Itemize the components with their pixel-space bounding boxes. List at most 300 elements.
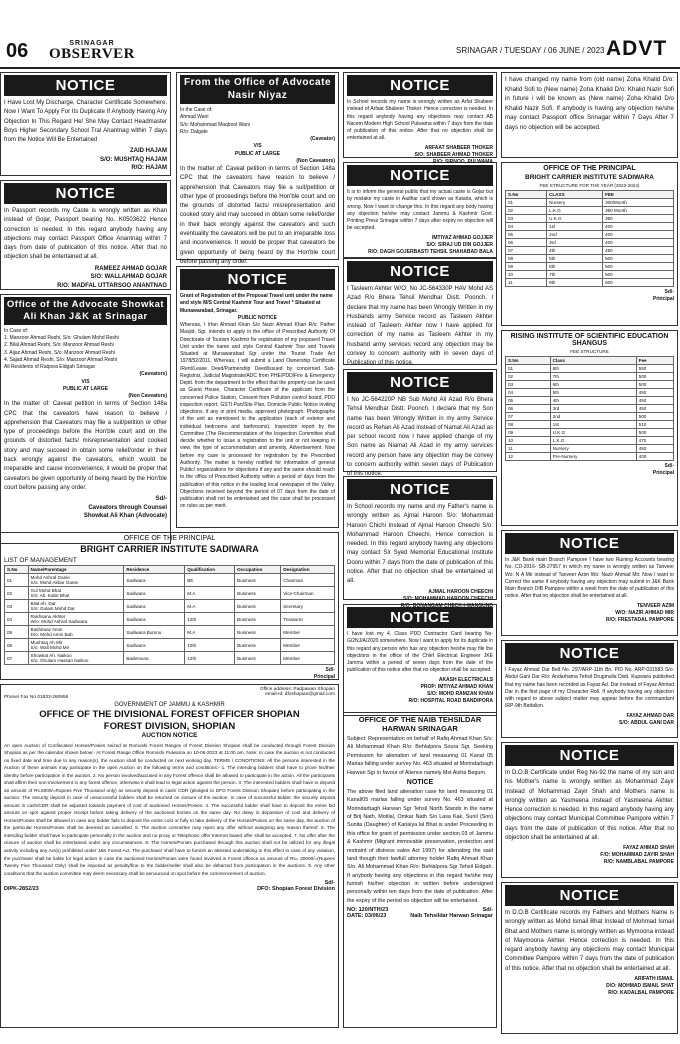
mgmt-sub: BRIGHT CARRIER INSTITUTE SADIWARA: [80, 544, 259, 554]
masthead-logo: [46, 40, 138, 62]
table-cell: 500: [636, 428, 673, 436]
table-row: [506, 420, 674, 428]
notice-passport-caste: [0, 180, 171, 290]
fee-caption: FEE STRUCTURE: [570, 349, 609, 354]
notice-bank-account: [501, 530, 678, 636]
table-cell: 09: [506, 262, 547, 270]
table-cell: 06: [5, 639, 29, 652]
table-cell: U.K.G: [550, 428, 636, 436]
table-cell: 450: [603, 246, 674, 254]
table-cell: 01: [506, 198, 547, 206]
phone-fax: Phone/ Fax No 01933-260956: [4, 695, 69, 700]
sign-line: R/O: MADFAL UTTARSOO ANANTNAG: [57, 282, 167, 289]
table-cell: 10th: [185, 639, 235, 652]
forest-box: [0, 684, 339, 1028]
fee-head: OFFICE OF THE PRINCIPAL: [543, 165, 636, 172]
sign-line: FAYAZ AHMAD DAR: [626, 712, 674, 719]
table-cell: L.K.G: [547, 206, 603, 214]
vs-label: V/S: [81, 378, 90, 385]
table-cell: Nursery: [547, 198, 603, 206]
notice-title: NOTICE: [4, 183, 167, 204]
sign-line: AKASH ELECTRICALS: [438, 676, 493, 683]
column-header: Residence: [124, 566, 185, 574]
sign-line: FAYAZ AHMAD SHAH: [623, 845, 674, 852]
sign-line: S/O: MOHD RAMZAN KHAN: [427, 690, 493, 697]
dfo-sign: [257, 880, 335, 892]
caveat-nasir-niyaz: [176, 72, 339, 265]
fee-signature: [505, 463, 674, 477]
fee-head: RISING INSTITUTE OF SCIENTIFIC EDUCATION SHANGUS: [510, 333, 669, 347]
auction-body: An open Auction of Confiscated Horses/Ponies seized at Romoshi Forest Ranges of Forest Division Shopian shall be conducted through Forest Division Shopian as per the calendar shown below:- At Forest Range Office Romoshi Pulwama on 10-06-2023 at 11:00 am. Note: In case the auction is not conducted on fixed date and time due to any reason(s), the Auction shall be conducted on next working day. TERMS / CONDITIONS: All the persons interested in the Auction of these animals may participate in the open Auction on the following terms and conditions:- 1. The intending bidders shall have to prove his/their identity before participation in the auction. 2. No person involved/accused in any Forest offence shall be allowed to participate in the action. All the participants shall affirm their non-involvement in any forest offence, otherwise it shall lead to legal action against the person. 3. The interested bidders shall have to deposit an amount of Rs.5000/=Rupees Five Thousand only) as security deposit in cash/ CDR (pledged to DFO Forest Division Shopian) before participating in the auction. The security deposit in case of unsuccessful bidders shall be returned on closure of the auction. In case of successful bidder, the security deposit amount in cash/CDR shall be adjusted towards payment of cost of auctioned Horses/Ponies. 4. The successful bidder shall have to deposit the entire bid amount on spot against proper receipt before taking delivery of the auctioned horses on the same day. No delay in deposition of cost and delivery of Horses/Ponies shall be allowed in case any bidder fails to deposit the entire cost or fully to take delivery of the Horses/Ponies on the same day, the auction of the particular Horses/Ponies shall be deemed as cancelled. 5. The auction committee may reject any offer without assigning any reason thereof. 6. The intending bidder shall have to participate personally in the auction and no proxy or Telephonic offer Internet based offer shall be accepted. 7. No offer after the closure of auction shall be entertained under any circumstances. 8. The Horses/Ponies purchased through this auction shall not be utilized for any illegal activity including any Act(s) prohibited under J&K Forest Act. The purchaser shall have to furnish an attested undertaking to this effect in case of any violation, the purchaser shall be liable for legal action in case the auctioned Horses/Ponies were found involved in Forest offence an amount of Rs= 20000/=(Rupees Twenty Five Thousand Only) shall be imposed as penalty/fine to the bidder/seller shall also be debarred from participation in the auctions. 9. Any other conditions that the auction committee may deem necessary shall be announced on spot before the commencement of auction.: [4, 742, 335, 876]
table-cell: 3rd: [547, 238, 603, 246]
ref-number: NO: 120/NTH/23: [347, 907, 389, 914]
table-cell: 11: [506, 278, 547, 286]
table-cell: Secretary: [281, 600, 335, 613]
table-cell: Sadiwara: [124, 613, 185, 626]
table-cell: Vice-Chairman: [281, 587, 335, 600]
notice-body: In School records my name and my Father's name is wrongly written as Ajmal Haroon S/o: Mohammad Haroon Chichi Instead of Ajmal Haroon Cheechi S/o: Mohammad Haroon Cheechi, Hence correction is needed. In this regard anybody having any objections may contact Sir Syed Memorial Educational Institute Dooru within 7 days from the date of publication of this notice. After that no objection shall be entertained at all.: [347, 504, 493, 585]
table-cell: 05: [506, 396, 551, 404]
forest-footer: [4, 880, 335, 892]
table-cell: Sadiwara: [124, 587, 185, 600]
table-cell: 03: [506, 380, 551, 388]
section-label: ADVT: [606, 37, 668, 60]
sign-sd: Sd/-: [324, 880, 335, 887]
table-cell: 6th: [550, 380, 636, 388]
sign-line: IMTIYAZ AHMAD GOJJER: [431, 234, 493, 241]
notice-body: In Passport records my Caste is wrongly written as Khan instead of Gojar, Passport bearing No. K0503622 Hence correction is needed. In this regard anybody having any objections may contact Passport Office Anantnag within 7 days from date of publication of this notice. After that no objection shall be entertained at all.: [4, 208, 167, 261]
table-cell: Nursery: [550, 444, 636, 452]
table-cell: Business: [235, 613, 281, 626]
column-header: Occupation: [235, 566, 281, 574]
table-cell: Business: [235, 639, 281, 652]
table-cell: 5th: [547, 254, 603, 262]
table-cell: M.A: [185, 626, 235, 639]
table-row: [506, 372, 674, 380]
column-3-lower: [343, 258, 497, 720]
fee-caption: FEE STRUCTURE FOR THE YEAR (2023-2024): [539, 183, 640, 188]
sign-line: Principal: [652, 295, 674, 302]
table-row: [506, 412, 674, 420]
table-row: [506, 428, 674, 436]
table-row: [5, 613, 335, 626]
header-divider: [0, 67, 680, 69]
dipk-ref: DIPK-2852/23: [4, 886, 39, 893]
office-email: email-Id: dfoshopian@gmail.com: [265, 692, 335, 697]
non-caveators-label: (Non Caveators): [128, 393, 167, 399]
table-cell: 500: [603, 262, 674, 270]
travel-registration-notice: [176, 266, 339, 532]
table-cell: 450: [636, 444, 673, 452]
public-at-large: PUBLIC AT LARGE: [63, 385, 108, 392]
sign-name: Naib Tehsildar Harwan Srinagar: [410, 913, 493, 920]
column-header: FEE: [603, 190, 674, 198]
notice-body: I Tasleem Akhter W/O: No JC-564330P HAV Mohd AS Azad R/o Bhera Tehsil Mendhar Distt. Poonch. I declare that my name has been Wrongly Written in my Husbands army Service record as Tasleem Akhter instead of Tasleem Akhter now I have applied for correction of my name as Tasleem Akhter in my husband army services record any objection may be convey to concern authority with in seven days of Publication of this notice.: [347, 286, 493, 367]
tehsildar-subject: Subject: Representation on behalf of Rafiq Ahmad Khan S/o: Ali Mohammad Khan R/o: Behlalpora Soura Sgr. Seeking Permission for alienation of land measuring 01 Kanal 05 Marlas falling under survey No. 463 situated at Morindarbagh Harwan Sgr in favour of Alience namely Mst Aisha Begum.: [347, 736, 493, 776]
page-header: [0, 0, 680, 70]
table-row: [506, 222, 674, 230]
notice-body: Whereas, I Irfan Ahmad Khan S/o Nazir Ahmad Khan R/o: Pather Masjid, Sgr. intends to apply in the office of Prescribed Authority Of Directorate of Tourism Kashmir for registration of my proposed Travel Unit under the name and style Central Kashmir Tour and Travels Situated at Munawarabad Sgr under the Tourist Trade Act 1978/52/2011. Whereas, I will submit a Land Ownership Certificate /Rent/Lease Deed/Partnership Deed/issued by concerned Sub-Registrar, Judicial Magistrate/ADC from PHE/PDD/Fire & Emergency Deptt. from the department to the effect that the property can be used as Guest House, Character Certificate of the applicant from the concerned Police Station, Consent from Pollution control board, PDD inspection report, GSTI Pan/Site Plan, Domicile Public Notice inviting objections, if any in print media, approved photograph. Photographs of the unit as mentioned in the application (each of exterior and individual bedrooms and bathrooms). Inspection report by the Committee (The Recommendation of the Inspection Committee shall decide whether to issue a registration to the unit or not keeping in view, the type of accommodation and amenity, Advertisement. Now before my case is processed for registration by the Prescribed Authority. The matter is hereby notified for information of general Public/ organizations for objections if any and the same should reach to the office of Prescribed Authority within a period of days from the publication of this notice in the leading local newspaper of the Valley. Objections received beyond the period of 07 days from the date of publication shall not be entertained and the case shall be processed on rules as per merit.: [180, 322, 335, 510]
table-cell: 12th: [185, 613, 235, 626]
table-cell: 02: [5, 587, 29, 600]
tehsildar-sign: [410, 907, 493, 919]
notice-signature: [505, 976, 674, 997]
case-parties: In Case of: 1. Manzoor Ahmad Reshi, S/o: Ghulam Mohd Reshi 2. Bilal Ahmad Reshi, S/o: Manzoor Ahmad Reshi 3. Aijaz Ahmad Reshi, S/o: Manzoor Ahmad Reshi 4. Sajad Ahmad Reshi, S/o: Manzoor Ahmad Reshi All Residents of Ratpora Eidgah Srinagar: [4, 327, 119, 370]
forest-topline: [4, 687, 335, 700]
office-contact: [260, 687, 335, 700]
table-cell: 05: [5, 626, 29, 639]
sign-line: R/O: HOSPITAL ROAD BANDIPORA: [408, 697, 493, 704]
table-row: [506, 230, 674, 238]
notice-title: NOTICE: [505, 643, 674, 664]
table-header-row: [5, 566, 335, 574]
notice-signature: [505, 845, 674, 866]
table-cell: Treasurer: [281, 613, 335, 626]
notice-dob-parents: [501, 882, 678, 1034]
sign-line: Principal: [313, 674, 335, 681]
sign-line: R/O: KADALBAL PAMPORE: [608, 990, 674, 997]
column-header: Qualification: [185, 566, 235, 574]
sign-line: S/O: WALLAHMAD GOJAR: [90, 274, 167, 281]
public-notice-label: PUBLIC NOTICE: [238, 314, 277, 321]
table-cell: Chairman: [281, 574, 335, 587]
sign-line: Showkat Ali Khan (Advocate): [83, 513, 167, 519]
sign-line: PROP: IMTIYAZ AHMAD KHAN: [420, 683, 493, 690]
table-cell: 450: [636, 404, 673, 412]
table-row: [506, 436, 674, 444]
table-cell: 05: [506, 230, 547, 238]
table-row: [506, 270, 674, 278]
table-row: [506, 214, 674, 222]
mgmt-caption: LIST OF MANAGEMENT: [4, 557, 77, 564]
sign-line: AJMAL HAROON CHEECHI: [428, 588, 493, 595]
table-cell: 510: [636, 420, 673, 428]
forest-title-1: OFFICE OF THE DIVISIONAL FOREST OFFICER SHOPIAN: [39, 709, 300, 721]
table-cell: 07: [5, 652, 29, 665]
table-row: [506, 444, 674, 452]
table-cell: Business: [235, 652, 281, 665]
sign-line: Sd/-: [155, 496, 167, 503]
table-cell: 06: [506, 238, 547, 246]
table-cell: 01: [5, 574, 29, 587]
caveat-showkat-ali-khan: [0, 294, 171, 544]
notice-body: It is to inform the general public that my actual caste is Gojar but by mistake my caste in Aadhar card shown as Kataria, which is wrong. Now I want to change this. In this regard any body having any objection he/she may contact Jammu & Kashmir Govt. Printing Press Srinagar within 7 days after expiry no objection will be accepted.: [347, 189, 493, 232]
table-row: [506, 404, 674, 412]
table-cell: 6th: [547, 262, 603, 270]
sign-line: Caveators through Counsel: [88, 504, 167, 511]
table-cell: Business: [235, 600, 281, 613]
table-row: [5, 574, 335, 587]
table-cell: 300/Month: [603, 198, 674, 206]
table-row: [5, 652, 335, 665]
notice-signature: [505, 603, 674, 624]
notice-signature: [4, 495, 167, 520]
table-cell: Showkat Ah. Naikoo S/o: Ghulam Hassan Naikoo: [28, 652, 124, 665]
table-cell: Member: [281, 626, 335, 639]
column-header: S.No: [506, 190, 547, 198]
sign-line: R/O: BONANGAM CHECK-I-WANGUND: [400, 602, 493, 609]
table-cell: Mushtaq Ah Mir S/o: Wali Mohd Mir: [28, 639, 124, 652]
table-cell: 08: [506, 254, 547, 262]
sign-name: DFO: Shopian Forest Division: [257, 886, 335, 893]
table-cell: Rukhsana Akhter W/o: Mohd Ashraf Sadiwara: [28, 613, 124, 626]
table-row: [506, 254, 674, 262]
table-cell: Sadiwara Bumnu: [124, 626, 185, 639]
notice-title: NOTICE: [347, 372, 493, 393]
notice-body: I have lost my 4, Class PDD Contractor Card bearing No-G/2NJ/A/2020 somewhere. Now I want to apply for its duplicate in this regard any person who has any objection he/she may file the objections in the office of the Chief Electrical Engineer JKE Jammu within a period of seven days from the date of the publication of this notice after that no objection shall be accepted.: [347, 631, 493, 674]
sign-line: F/O: MOHAMMAD ZAYIR SHAH: [600, 852, 674, 859]
table-cell: 1st: [550, 420, 636, 428]
notice-title: NOTICE: [505, 533, 674, 554]
table-cell: Business: [235, 587, 281, 600]
table-cell: 7th: [550, 372, 636, 380]
office-address: Office address: Padpawan Shopian: [259, 687, 335, 692]
notice-title: NOTICE: [505, 885, 674, 906]
travel-notice-box: [176, 266, 339, 528]
tehsildar-footer: [347, 907, 493, 919]
column-header: Designation: [281, 566, 335, 574]
fee-sub: BRIGHT CARRIER INSTITUTE SADIWARA: [525, 174, 654, 181]
management-table: [4, 565, 335, 665]
table-cell: 350 Month: [603, 206, 674, 214]
notice-lost-certificate: [0, 72, 171, 176]
table-cell: Gul Mohd Bhat S/o: Ab. Kabir Bhat: [28, 587, 124, 600]
table-cell: 03: [5, 600, 29, 613]
tehsildar-ref: [347, 907, 388, 919]
notice-name-change: [501, 72, 678, 158]
sign-line: Sd/-: [325, 667, 335, 674]
table-cell: Bademuna: [124, 652, 185, 665]
notice-title: NOTICE: [180, 269, 335, 290]
notice-title: NOTICE: [4, 75, 167, 96]
notice-body: In J&K Bank main Branch Pampore I have two Ruining Accounts bearing No. CD-2016- SB-27957 in which my name is wrongly written as Tanveer Wo: N A Mir instead of Tanveer Azim Wo: Nazir Ahmad Mir. Now I want to Correct the same if anybody having any objection may submit in J&K Bank Main Branch DIB Pampore within a week from the date of publication of this notice. After that no objection shall be entertained at all.: [505, 557, 674, 600]
notice-title: NOTICE: [347, 261, 493, 282]
dateline: SRINAGAR / TUESDAY / 06 JUNE / 2023: [456, 46, 605, 55]
column-3: [343, 72, 497, 262]
table-cell: Member: [281, 652, 335, 665]
notice-tasleem-akhter: [343, 258, 497, 365]
table-cell: 09: [506, 428, 551, 436]
fee-table: [505, 190, 674, 287]
table-cell: 400: [603, 238, 674, 246]
page-number: 06: [6, 40, 29, 62]
sign-line: Sd/-: [664, 462, 674, 469]
notice-school-records: [343, 72, 497, 165]
sign-line: S/O: MOHAMMAD HAROON CHEECHI: [403, 595, 493, 602]
notice-body: I have changed my name from (old name) Zoha Khalid D/o: Khalid Sofi to (New name) Zoha Khalid D/o: Khalid Nazir Sofi in future i will be known as (New name) Zoha Khalid D/o Khalid Nazir Sofi. If anybody is having any objection he/she may contact Passport office Srinagar within 7 Days After 7 days no objection will be accepted.: [505, 76, 674, 132]
notice-signature: [4, 265, 167, 290]
tehsildar-notice: [343, 712, 497, 1032]
notice-signature: [505, 713, 674, 727]
table-cell: Sadiwara: [124, 600, 185, 613]
table-cell: 04: [506, 222, 547, 230]
ref-date: DATE: 03/06/23: [347, 913, 387, 920]
table-cell: 2nd: [550, 412, 636, 420]
table-cell: 550: [636, 364, 673, 372]
notice-signature: [347, 235, 493, 256]
mgmt-signature: [4, 667, 335, 681]
table-row: [5, 626, 335, 639]
forest-auction-notice: [0, 684, 339, 1032]
table-cell: Member: [281, 639, 335, 652]
table-cell: 07: [506, 412, 551, 420]
table-cell: 1st: [547, 222, 603, 230]
table-cell: 500: [603, 254, 674, 262]
sign-sd: Sd/-: [482, 907, 493, 914]
table-header-row: [506, 190, 674, 198]
notice-title: From the Office of Advocate Nasir Niyaz: [180, 75, 335, 104]
table-row: [506, 238, 674, 246]
forest-title-2: FOREST DIVISION, SHOPIAN: [103, 720, 236, 732]
notice-son-name: [343, 369, 497, 478]
table-cell: 12: [506, 452, 551, 460]
table-row: [506, 262, 674, 270]
column-header: S.No: [5, 566, 29, 574]
table-cell: 4th: [547, 246, 603, 254]
public-at-large: PUBLIC AT LARGE: [235, 150, 280, 157]
table-cell: 11: [506, 444, 551, 452]
table-row: [506, 380, 674, 388]
caveator-label: (Caveator): [310, 136, 335, 142]
column-4: [501, 72, 678, 1038]
table-cell: 470: [636, 436, 673, 444]
table-cell: 04: [5, 613, 29, 626]
table-cell: 02: [506, 206, 547, 214]
fee-table: [505, 356, 674, 461]
notice-body: In D.O.B Certificate records my Fathers and Mothers Name is wrongly written as Mohd Ismail Bhat Instead of Mohmad Ismail Bhat and Mothers name is wrongly written as Mymoona instead of Maymoona Akhter. Hence correction is needed. In this regard anybody having any objections may contact Municipal Committee Pampore within 7 days from the date of publication of this notice. After that no objection shall be entertained at all.: [505, 910, 674, 972]
notice-title: NOTICE: [347, 165, 493, 186]
notice-title: Office of the Advocate Showkat Ali Khan J&K at Srinagar: [4, 297, 167, 325]
tehsildar-body: The above filed land alienation case for land measuring 01 Kanal/05 marlas falling under survey No. 463 situated at Morindarbagh Harwan Sgr Tehsil North Stands in the name of Brij Nath, Motilal, Omkar Nath S/o Lasa Kak, Sunil (Son) Sunita (Daughter) of Kanaiya lal Bhat is under Proceeding in this office for grant of permission under section 03 of Jammu & Kashmir (Migrant immovable preservation, protection and restraint of distress sales Act 1997) for alienating the said land though their lawfull attorney holder Rafiq Ahmad Khan S/o: Ali Mohammad Khan R/o: Behlalpora Sgr Tehsil Eidgah. If anybody having any objections in this regard he/she may furnish his/her objection in written before undersigned personally within ten days from the date of publication. After the expiry of the period no objection will be entertained.: [347, 788, 493, 904]
table-row: [5, 639, 335, 652]
tehsildar-box: [343, 712, 497, 1028]
sign-line: R/O: NAMBLABAL PAMPORE: [603, 859, 674, 866]
table-row: [506, 198, 674, 206]
table-cell: Mohd Ashraf Ganie S/o: Mohd Akbar Ganie: [28, 574, 124, 587]
notice-ajmal-haroon: [343, 476, 497, 609]
masthead-top: SRINAGAR: [69, 40, 115, 47]
table-cell: 400: [603, 222, 674, 230]
table-cell: 500: [636, 372, 673, 380]
notice-title: NOTICE: [347, 75, 493, 96]
column-1: [0, 72, 171, 548]
table-cell: 04: [506, 388, 551, 396]
table-cell: 8th: [547, 278, 603, 286]
table-cell: 10: [506, 270, 547, 278]
notice-intro: Grant of Registration of the Proposal Travel unit under the name and style M/S Central Kashmir Tour and Travel * Situated at Munawarabad, Srinagar.: [180, 293, 333, 314]
sign-line: Principal: [652, 469, 674, 476]
table-cell: M.A: [185, 587, 235, 600]
table-cell: 3rd: [550, 404, 636, 412]
table-cell: 450: [636, 396, 673, 404]
sign-line: R/O: SIRNOO, PULWAMA: [433, 158, 493, 165]
sign-line: W/O: NAZIR AHMAD MIR: [615, 609, 674, 616]
caveators-label: (Caveators): [139, 371, 167, 378]
sign-line: ARIFATH ISMAIL: [634, 976, 674, 983]
masthead-main: OBSERVER: [49, 46, 135, 62]
sign-line: TENVEER AZIM: [636, 602, 674, 609]
table-cell: 03: [506, 214, 547, 222]
notice-dob-son: [501, 742, 678, 878]
table-cell: 500: [603, 278, 674, 286]
column-header: CLASS: [547, 190, 603, 198]
table-cell: 350: [603, 214, 674, 222]
table-cell: 7th: [547, 270, 603, 278]
table-cell: 450: [636, 388, 673, 396]
table-cell: U.K.G: [547, 214, 603, 222]
table-row: [5, 587, 335, 600]
management-list: [0, 532, 339, 684]
table-row: [506, 364, 674, 372]
table-cell: M.A: [185, 600, 235, 613]
notice-body: In the matter of: Caveat petition in terms of Section 148a CPC that the caveators have reason to believe / apprehension that Caveators may file a suit/petition or other type of proceedings before the Hon'ble court and on the grounds of distorted facts/ misrepresentation and cooked story and may succeed in obtain some relief/order in their back wrongly against the caveators and such eventuality the caveators will be put to an irreparable loss and inconvenience. It would be proper that caveators be given opportunity of being heard by the Hon'ble court before passing any order.: [180, 166, 335, 265]
table-row: [506, 452, 674, 460]
auction-label: AUCTION NOTICE: [141, 731, 198, 739]
sign-line: S/O: ABDUL GANI DAR: [619, 719, 674, 726]
table-cell: 500: [636, 380, 673, 388]
column-2: [176, 72, 339, 264]
table-cell: 4th: [550, 396, 636, 404]
table-cell: Bashiraaz Amin D/o: Mohd Amin Bab: [28, 626, 124, 639]
sign-line: Sd/-: [664, 288, 674, 295]
management-box: [0, 532, 339, 680]
table-cell: BE: [185, 574, 235, 587]
notice-contractor-card: [343, 604, 497, 716]
column-header: Fee: [636, 356, 673, 364]
fee-structure-rising-institute: [501, 330, 678, 526]
mgmt-head: OFFICE OF THE PRINCIPAL: [123, 535, 216, 542]
sign-line: D/O: MOHMAD ISMAIL SHAT: [606, 983, 674, 990]
notice-fayaz-ahmad: [501, 640, 678, 738]
notice-body: I Have Lost My Discharge, Character Certificate Somewhere. Now I Want To Apply For Its Duplicate If Anybody Having Any Objection In This Regard He/ She May Contact Headmaster Boys Higher Secondary School Tral Anantnag within 7 days from the Notice Will Be Entertained: [4, 100, 167, 144]
table-cell: 2nd: [547, 230, 603, 238]
notice-body: I No JC-564220P NB Sub Mohd Ali Azad R/o Bhera Tehsil Mendhar Distt. Poonch. I declare that my Son name has been Wrongly Written in my army Service record as Rehan Ali Azad instead of Namat Ali Azad as per school record now I have applied change of my Son name as Niamat Ali Azad in my army services record any person have any objection may be convey to concern authority within seven days of Publication of this notice.: [347, 397, 493, 478]
table-cell: 01: [506, 364, 551, 372]
fee-signature: [505, 289, 674, 303]
case-parties: In the Case of: Ahmad Wani S/o: Mohammad Maqbool Wani R/o: Dalgate: [180, 107, 250, 135]
table-row: [506, 388, 674, 396]
table-cell: Pre-Nursery: [550, 452, 636, 460]
table-header-row: [506, 356, 674, 364]
table-cell: 500: [636, 412, 673, 420]
notice-title: NOTICE: [505, 745, 674, 766]
sign-line: S/O: SIRAJ UD DIN GOJJER: [426, 241, 493, 248]
non-caveators-label: (Non Caveators): [296, 157, 335, 164]
table-cell: Sadiwara: [124, 574, 185, 587]
notice-body: In D.O.B Certificate under Reg No-92 the name of my son and his Mother's name is wrongly written as Mohammad Zayir Instead of Mohammad Zayir Shah and Mothers name is wrongly written as Yasmeena instead of Yasmeena Akhter. Hence correction is needed. In this regard anybody having any objections may contact Municipal Committee Pampore within 7 days from the date of publication of this notice. After that no objection shall be entertained at all.: [505, 770, 674, 842]
table-cell: Business: [235, 574, 281, 587]
table-cell: 10: [506, 436, 551, 444]
table-cell: 08: [506, 420, 551, 428]
notice-body: I Fayaz Ahmad Dar Belt No. 297/ARP-11th Bn. PID No. ARP-031583 S/o. Abdul Gani Dar R/o: Andarhama Tehsil Drugmulla Distt. Kupwara published that my name has been recorded as Fayaz Ad. Dar instead of Fayaz Ahmad Dar in the first page of my Character Roll. If anybody having any objection with regard to above subject matter may appear before the commandant IRP-9th Battalion.: [505, 667, 674, 710]
table-row: [506, 206, 674, 214]
table-cell: 400: [603, 230, 674, 238]
notice-caste-aadhar: [343, 162, 497, 258]
table-cell: 06: [506, 404, 551, 412]
table-cell: 500: [603, 270, 674, 278]
vs-label: V/S: [253, 143, 262, 150]
notice-signature: [347, 677, 493, 705]
table-cell: L.K.G: [550, 436, 636, 444]
table-row: [5, 600, 335, 613]
table-cell: Sadiwara: [124, 639, 185, 652]
table-cell: 400: [636, 452, 673, 460]
table-row: [506, 246, 674, 254]
fee-structure-bright-carrier: [501, 162, 678, 326]
sign-line: R/O: HAJAM: [131, 165, 167, 172]
sign-line: R/O: FRESTADAL PAMPORE: [605, 616, 674, 623]
gov-label: GOVERNMENT OF JAMMU & KASHMIR: [114, 702, 225, 708]
